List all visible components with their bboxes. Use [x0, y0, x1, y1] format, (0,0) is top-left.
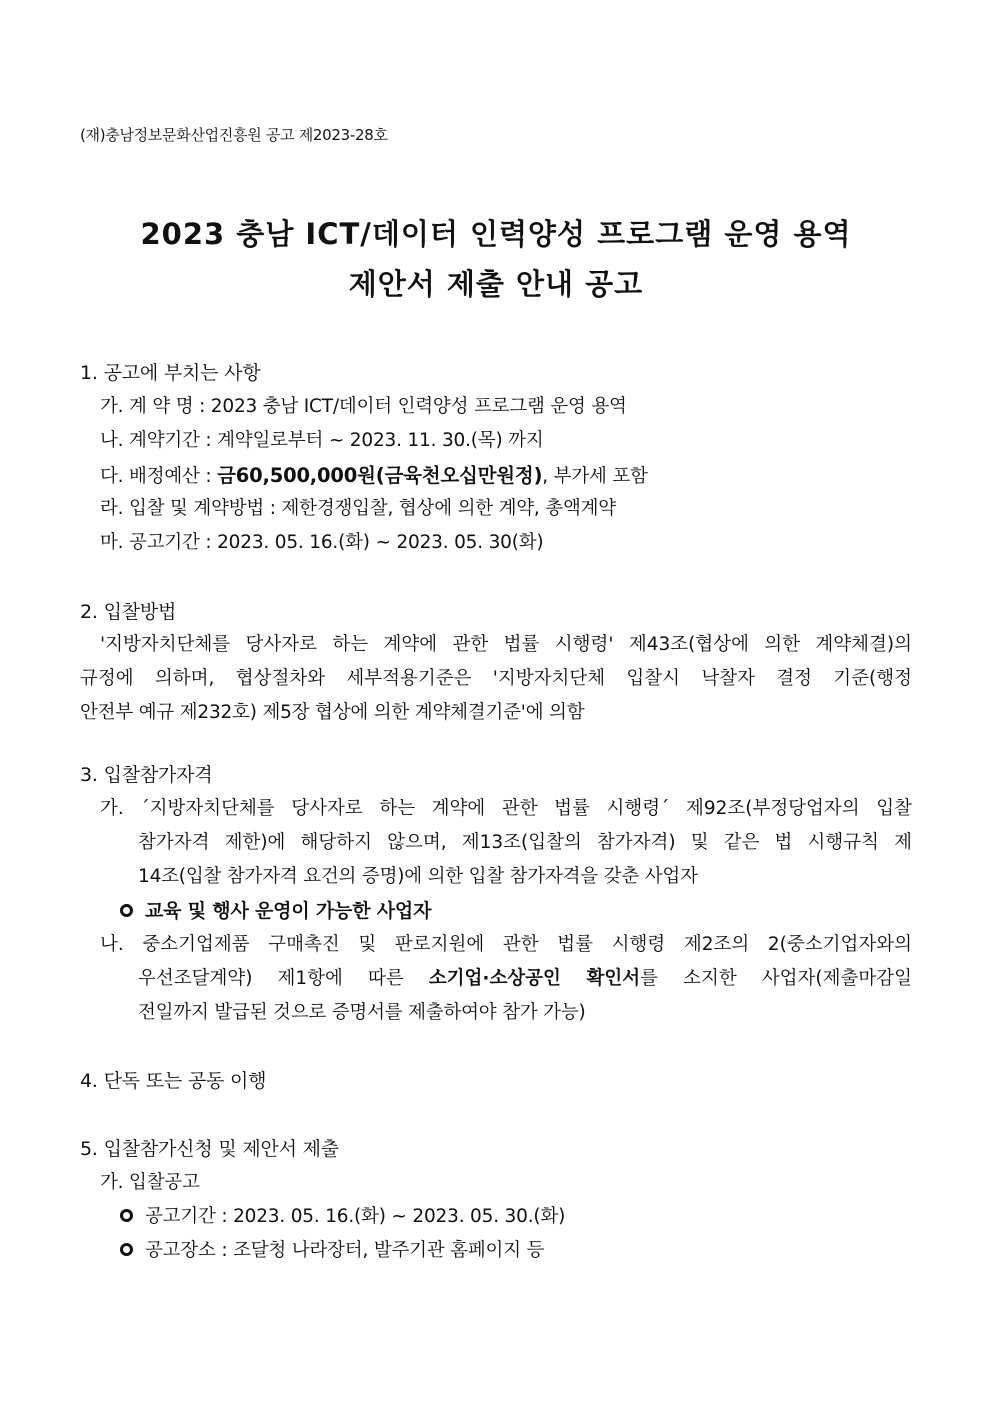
budget-label: 다. 배정예산 :: [100, 466, 218, 487]
section2-paragraph-line: '지방자치단체를 당사자로 하는 계약에 관한 법률 시행령' 제43조(협상에 의한 계약체결)의: [100, 634, 912, 655]
na-line2-text: 우선조달계약) 제1항에 따른: [138, 968, 429, 989]
section5-heading: 5. 입찰참가신청 및 제안서 제출: [80, 1138, 339, 1160]
section1-heading: 1. 공고에 부치는 사항: [80, 362, 261, 384]
section2-paragraph-line: 안전부 예규 제232호) 제5장 협상에 의한 계약체결기준'에 의함: [80, 702, 585, 723]
section1-item-bid-method: 라. 입찰 및 계약방법 : 제한경쟁입찰, 협상에 의한 계약, 총액계약: [100, 498, 616, 519]
na-line2-text: 를 소지한 사업자(제출마감일: [640, 968, 912, 989]
circle-bullet-icon: [120, 904, 133, 917]
section3-item-na-line: [138, 964, 912, 990]
section5-bullet: [120, 1236, 544, 1262]
bullet-text: 공고기간 : 2023. 05. 16.(화) ~ 2023. 05. 30.(화): [145, 1206, 566, 1227]
section3-item-na-line: 전일까지 발급된 것으로 증명서를 제출하여야 참가 가능): [138, 1002, 586, 1023]
circle-bullet-icon: [120, 1243, 133, 1256]
section5-item-ga: 가. 입찰공고: [100, 1172, 200, 1193]
page-title: 2023 충남 ICT/데이터 인력양성 프로그램 운영 용역: [140, 217, 852, 251]
section3-item-na-line: 나. 중소기업제품 구매촉진 및 판로지원에 관한 법률 시행령 제2조의 2(중소기업자와의: [100, 934, 912, 955]
section3-item-ga-line: 가. ´지방자치단체를 당사자로 하는 계약에 관한 법률 시행령´ 제92조(부정당업자의 입찰: [100, 798, 912, 819]
section3-item-ga-line: 14조(입찰 참가자격 요건의 증명)에 의한 입찰 참가자격을 갖춘 사업자: [138, 866, 698, 887]
section2-heading: 2. 입찰방법: [80, 601, 177, 623]
section1-item-notice-period: 마. 공고기간 : 2023. 05. 16.(화) ~ 2023. 05. 30(화): [100, 532, 544, 553]
section3-heading: 3. 입찰참가자격: [80, 764, 213, 786]
budget-amount: 금60,500,000원(금육천오십만원정): [217, 464, 543, 487]
section1-item-contract-period: 나. 계약기간 : 계약일로부터 ~ 2023. 11. 30.(목) 까지: [100, 430, 544, 451]
page-subtitle: 제안서 제출 안내 공고: [348, 267, 644, 301]
small-business-certificate: 소기업·소상공인 확인서: [428, 968, 641, 989]
circle-bullet-icon: [120, 1209, 133, 1222]
bullet-text: 교육 및 행사 운영이 가능한 사업자: [145, 900, 432, 922]
section5-bullet: [120, 1202, 565, 1228]
bullet-text: 공고장소 : 조달청 나라장터, 발주기관 홈페이지 등: [145, 1240, 545, 1261]
section1-item-budget: [100, 460, 648, 488]
notice-number: (재)충남정보문화산업진흥원 공고 제2023-28호: [80, 126, 388, 144]
section3-item-ga-line: 참가자격 제한)에 해당하지 않으며, 제13조(입찰의 참가자격) 및 같은 법 시행규칙 제: [138, 832, 912, 853]
section1-item-contract-name: 가. 계 약 명 : 2023 충남 ICT/데이터 인력양성 프로그램 운영 용역: [100, 396, 627, 417]
section2-paragraph-line: 규정에 의하며, 협상절차와 세부적용기준은 '지방자치단체 입찰시 낙찰자 결정 기준(행정: [80, 668, 912, 689]
section3-bullet: [120, 896, 431, 923]
budget-vat-note: , 부가세 포함: [542, 466, 648, 487]
section4-heading: 4. 단독 또는 공동 이행: [80, 1070, 267, 1092]
